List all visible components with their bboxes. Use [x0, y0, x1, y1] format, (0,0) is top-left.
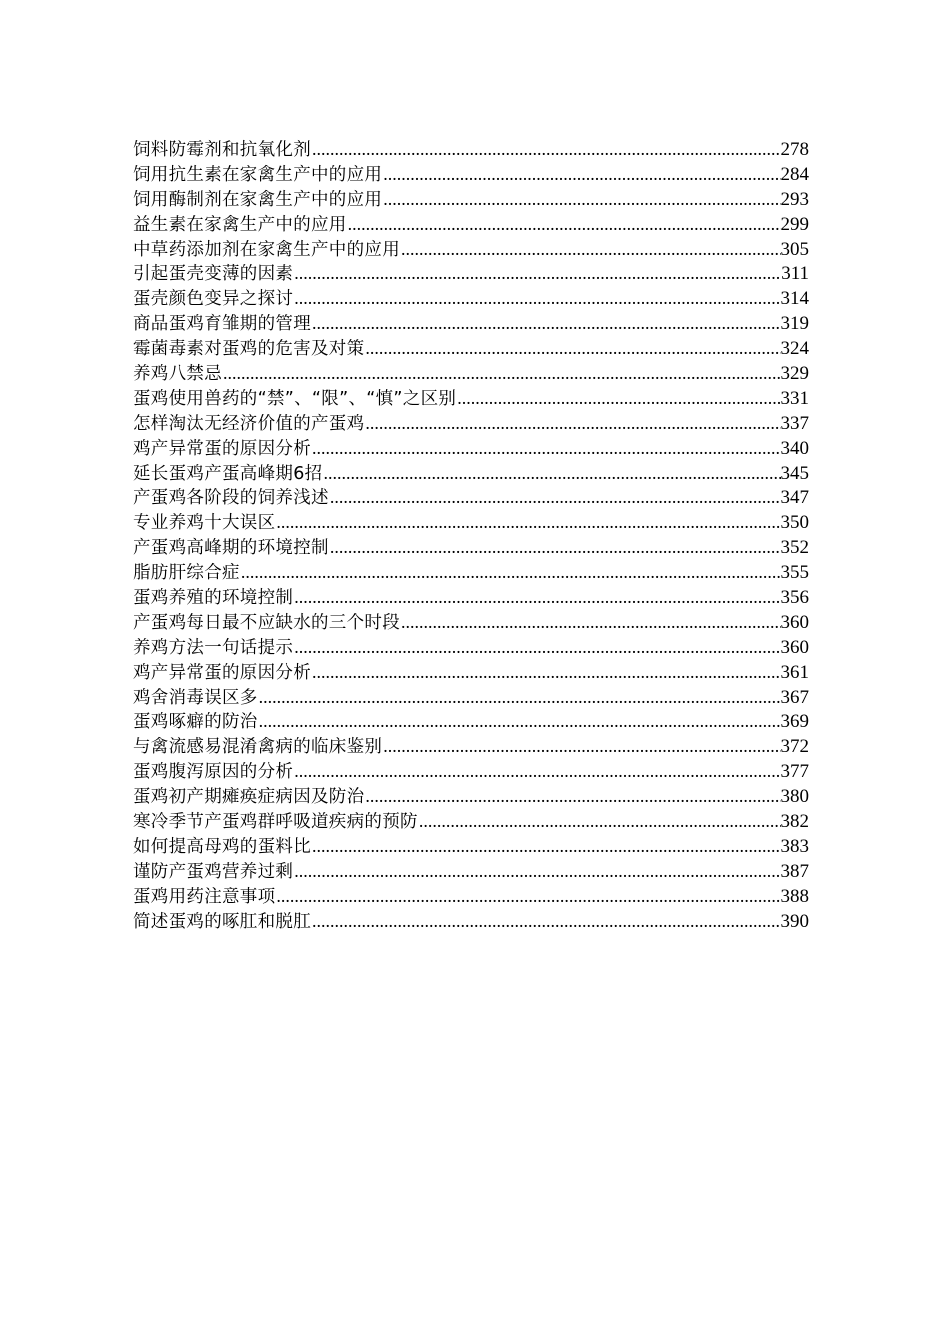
toc-entry-title: 与禽流感易混淆禽病的临床鉴别	[133, 737, 383, 758]
toc-entry[interactable]	[133, 909, 809, 934]
toc-entry[interactable]	[133, 261, 809, 286]
toc-entry-page: 350	[780, 512, 809, 534]
toc-dot-leader	[311, 909, 781, 934]
toc-entry-page: 319	[780, 313, 809, 335]
toc-dot-leader	[240, 560, 781, 585]
toc-entry-title: 蛋鸡养殖的环境控制	[133, 588, 294, 609]
toc-entry[interactable]	[133, 660, 809, 685]
toc-entry-title: 霉菌毒素对蛋鸡的危害及对策	[133, 339, 365, 360]
toc-entry[interactable]	[133, 535, 809, 560]
toc-entry[interactable]	[133, 386, 809, 411]
toc-entry-title: 引起蛋壳变薄的因素	[133, 264, 294, 285]
toc-entry-page: 284	[780, 163, 809, 185]
toc-entry-page: 380	[780, 786, 809, 808]
toc-dot-leader	[222, 361, 781, 386]
toc-entry-title: 延长蛋鸡产蛋高峰期6招	[133, 463, 323, 484]
toc-entry-page: 367	[780, 686, 809, 708]
toc-entry[interactable]	[133, 734, 809, 759]
toc-entry-title: 饲用酶制剂在家禽生产中的应用	[133, 189, 383, 210]
toc-entry[interactable]	[133, 311, 809, 336]
toc-entry-page: 331	[780, 387, 809, 409]
toc-entry[interactable]	[133, 436, 809, 461]
toc-entry[interactable]	[133, 137, 809, 162]
toc-entry-title: 饲料防霉剂和抗氧化剂	[133, 140, 311, 160]
toc-dot-leader	[382, 734, 780, 759]
toc-entry-page: 305	[780, 238, 809, 260]
toc-entry-title: 谨防产蛋鸡营养过剩	[133, 861, 294, 882]
toc-entry-title: 蛋鸡腹泻原因的分析	[133, 762, 294, 783]
toc-entry-page: 383	[780, 835, 809, 857]
toc-dot-leader	[418, 809, 781, 834]
toc-entry[interactable]	[133, 809, 809, 834]
toc-dot-leader	[311, 436, 781, 461]
toc-entry[interactable]	[133, 560, 809, 585]
toc-entry-title: 鸡产异常蛋的原因分析	[133, 662, 311, 683]
toc-dot-leader	[293, 261, 781, 286]
toc-entry[interactable]	[133, 510, 809, 535]
toc-dot-leader	[258, 709, 781, 734]
toc-dot-leader	[293, 859, 780, 884]
toc-dot-leader	[275, 884, 780, 909]
toc-entry[interactable]	[133, 635, 809, 660]
toc-dot-leader	[400, 610, 781, 635]
toc-entry[interactable]	[133, 859, 809, 884]
toc-entry-title: 蛋鸡使用兽药的“禁”、“限”、“慎”之区别	[133, 388, 457, 409]
toc-dot-leader	[364, 784, 780, 809]
toc-entry-page: 299	[780, 213, 809, 235]
toc-entry[interactable]	[133, 485, 809, 510]
toc-entry-title: 蛋鸡啄癖的防治	[133, 712, 258, 733]
toc-entry-title: 蛋鸡用药注意事项	[133, 886, 276, 907]
toc-dot-leader	[293, 635, 780, 660]
toc-entry-page: 278	[780, 139, 809, 160]
toc-entry[interactable]	[133, 286, 809, 311]
toc-entry-page: 372	[780, 736, 809, 758]
toc-entry-title: 寒冷季节产蛋鸡群呼吸道疾病的预防	[133, 812, 418, 833]
toc-dot-leader	[293, 286, 780, 311]
toc-entry-page: 360	[780, 611, 809, 633]
toc-entry[interactable]	[133, 237, 809, 262]
toc-entry-title: 蛋壳颜色变异之探讨	[133, 289, 294, 310]
toc-entry-page: 352	[780, 537, 809, 559]
toc-dot-leader	[311, 834, 781, 859]
toc-dot-leader	[382, 162, 780, 187]
toc-entry-title: 养鸡八禁忌	[133, 364, 222, 385]
toc-dot-leader	[382, 187, 780, 212]
toc-entry-page: 345	[780, 462, 809, 484]
toc-dot-leader	[275, 510, 780, 535]
toc-dot-leader	[293, 585, 780, 610]
toc-entry-page: 311	[781, 263, 809, 285]
toc-entry-page: 382	[780, 811, 809, 833]
toc-dot-leader	[311, 660, 781, 685]
toc-dot-leader	[311, 137, 781, 162]
toc-entry-title: 专业养鸡十大误区	[133, 513, 276, 534]
toc-entry[interactable]	[133, 709, 809, 734]
toc-entry[interactable]	[133, 784, 809, 809]
toc-entry-title: 饲用抗生素在家禽生产中的应用	[133, 164, 383, 185]
toc-entry[interactable]	[133, 336, 809, 361]
toc-entry-title: 产蛋鸡每日最不应缺水的三个时段	[133, 612, 400, 633]
toc-dot-leader	[322, 461, 780, 486]
toc-entry[interactable]	[133, 212, 809, 237]
toc-dot-leader	[293, 759, 780, 784]
toc-entry-title: 养鸡方法一句话提示	[133, 637, 294, 658]
toc-dot-leader	[456, 386, 780, 411]
toc-entry-page: 337	[780, 412, 809, 434]
toc-entry-page: 387	[780, 860, 809, 882]
toc-dot-leader	[258, 685, 781, 710]
toc-entry-page: 361	[780, 661, 809, 683]
toc-entry-page: 324	[780, 338, 809, 360]
toc-entry-title: 怎样淘汰无经济价值的产蛋鸡	[133, 413, 365, 434]
toc-entry-title: 商品蛋鸡育雏期的管理	[133, 314, 311, 335]
toc-entry-title: 产蛋鸡高峰期的环境控制	[133, 538, 329, 559]
toc-entry[interactable]	[133, 411, 809, 436]
toc-entry[interactable]	[133, 461, 809, 486]
toc-entry-page: 329	[780, 363, 809, 385]
toc-entry[interactable]	[133, 884, 809, 909]
toc-entry[interactable]	[133, 187, 809, 212]
toc-entry-page: 356	[780, 587, 809, 609]
toc-entry[interactable]	[133, 585, 809, 610]
toc-entry-title: 蛋鸡初产期瘫痪症病因及防治	[133, 787, 365, 808]
toc-dot-leader	[311, 311, 781, 336]
toc-dot-leader	[364, 336, 780, 361]
toc-entry-page: 355	[780, 562, 809, 584]
toc-entry[interactable]	[133, 361, 809, 386]
table-of-contents	[133, 137, 809, 934]
toc-entry-title: 中草药添加剂在家禽生产中的应用	[133, 239, 400, 260]
toc-entry-title: 鸡舍消毒误区多	[133, 687, 258, 708]
toc-entry-title: 如何提高母鸡的蛋料比	[133, 836, 311, 857]
toc-dot-leader	[329, 535, 781, 560]
toc-entry-page: 377	[780, 761, 809, 783]
toc-entry-page: 314	[780, 288, 809, 310]
toc-entry[interactable]	[133, 685, 809, 710]
toc-entry-title: 脂肪肝综合症	[133, 563, 240, 584]
toc-entry[interactable]	[133, 162, 809, 187]
toc-dot-leader	[364, 411, 780, 436]
toc-entry[interactable]	[133, 759, 809, 784]
toc-dot-leader	[400, 237, 781, 262]
toc-entry[interactable]	[133, 834, 809, 859]
toc-entry-title: 益生素在家禽生产中的应用	[133, 214, 347, 235]
toc-dot-leader	[329, 485, 781, 510]
toc-entry-title: 产蛋鸡各阶段的饲养浅述	[133, 488, 329, 509]
toc-entry-title: 简述蛋鸡的啄肛和脱肛	[133, 911, 311, 932]
toc-entry-page: 347	[780, 487, 809, 509]
toc-entry-page: 360	[780, 636, 809, 658]
toc-entry-page: 293	[780, 188, 809, 210]
toc-dot-leader	[347, 212, 781, 237]
toc-entry-title: 鸡产异常蛋的原因分析	[133, 438, 311, 459]
toc-entry-page: 388	[780, 885, 809, 907]
toc-entry-page: 369	[780, 711, 809, 733]
toc-entry[interactable]	[133, 610, 809, 635]
toc-entry-page: 340	[780, 437, 809, 459]
toc-entry-page: 390	[780, 910, 809, 932]
